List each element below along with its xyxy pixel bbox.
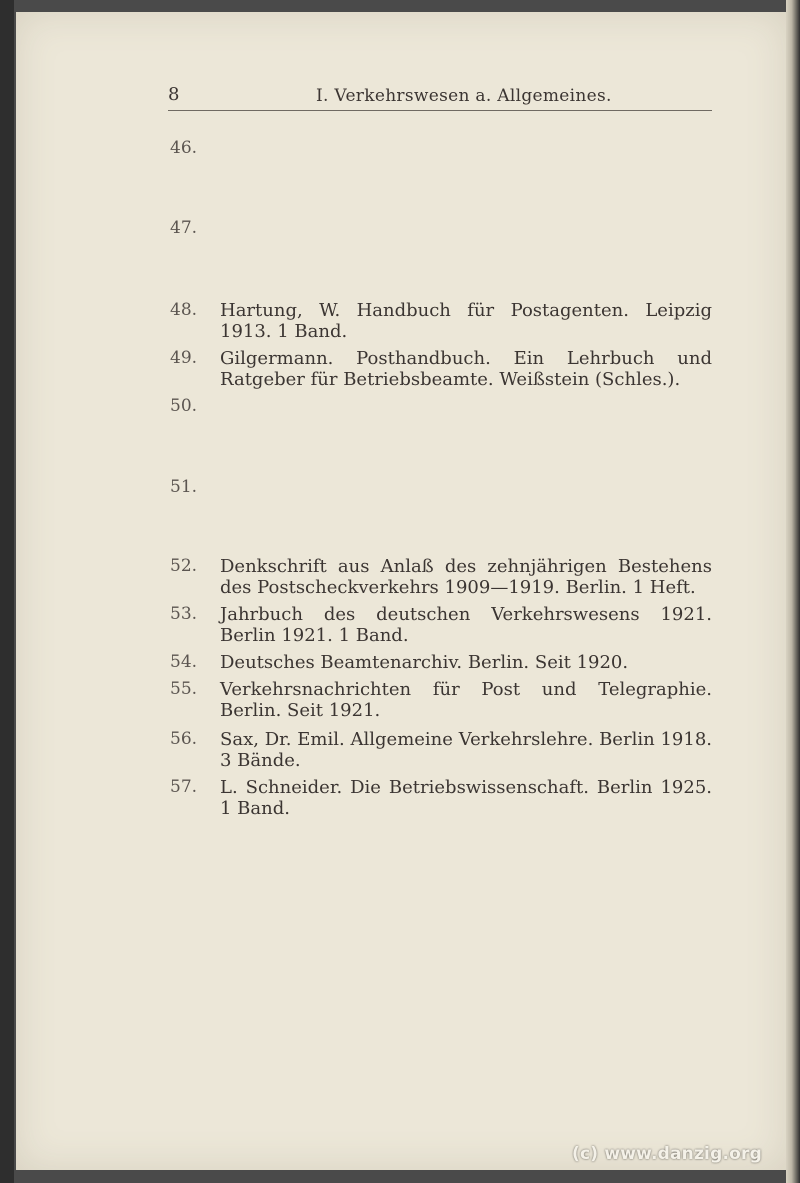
entry-number: 49. bbox=[170, 348, 198, 368]
entry-number: 47. bbox=[170, 218, 198, 238]
entry-text: Verkehrsnachrichten für Post und Telegraphie. Berlin. Seit 1921. bbox=[220, 679, 712, 721]
entry-number: 51. bbox=[170, 477, 198, 497]
entry-number: 57. bbox=[170, 777, 198, 797]
copyright-watermark: (c) www.danzig.org bbox=[572, 1144, 762, 1164]
entry-text: L. Schneider. Die Betriebswissenschaft. Berlin 1925. 1 Band. bbox=[220, 777, 712, 819]
running-head: I. Verkehrswesen a. Allgemeines. bbox=[316, 86, 612, 106]
entry-number: 53. bbox=[170, 604, 198, 624]
entry-number: 50. bbox=[170, 396, 198, 416]
entry-number: 55. bbox=[170, 679, 198, 699]
entry-number: 46. bbox=[170, 138, 198, 158]
entry-text: Hartung, W. Handbuch für Postagenten. Leipzig 1913. 1 Band. bbox=[220, 300, 712, 342]
entry-number: 52. bbox=[170, 556, 198, 576]
entry-number: 48. bbox=[170, 300, 198, 320]
entry-number: 54. bbox=[170, 652, 198, 672]
entry-text: Jahrbuch des deutschen Verkehrswesens 1921. Berlin 1921. 1 Band. bbox=[220, 604, 712, 646]
page-edge bbox=[786, 0, 800, 1183]
entry-text: Deutsches Beamtenarchiv. Berlin. Seit 1920. bbox=[220, 652, 629, 673]
entry-text: Sax, Dr. Emil. Allgemeine Verkehrslehre. Berlin 1918. 3 Bände. bbox=[220, 729, 712, 771]
entry-text: Denkschrift aus Anlaß des zehnjährigen Bestehens des Postscheckverkehrs 1909—1919. Berlin. 1 Heft. bbox=[220, 556, 712, 598]
entry-number: 56. bbox=[170, 729, 198, 749]
page-number: 8 bbox=[168, 84, 180, 105]
entry-text: Gilgermann. Posthandbuch. Ein Lehrbuch und Ratgeber für Betriebsbeamte. Weißstein (Schles.). bbox=[220, 348, 712, 390]
page-header bbox=[168, 74, 712, 111]
